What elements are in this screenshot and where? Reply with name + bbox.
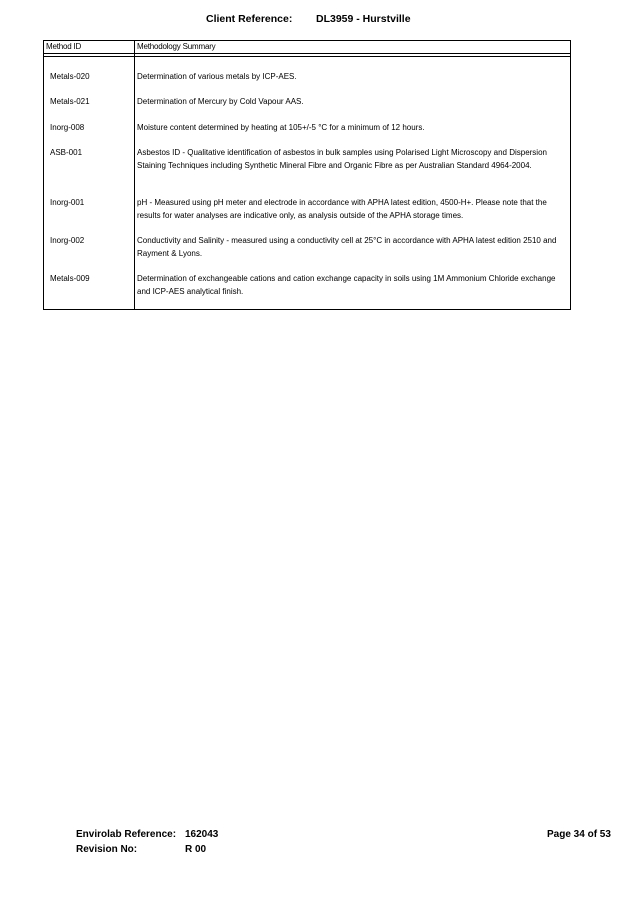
method-id: Inorg-002 (50, 236, 85, 245)
methodology-summary: Determination of various metals by ICP-AES. (137, 72, 297, 81)
column-divider (134, 41, 135, 309)
method-id: Metals-020 (50, 72, 90, 81)
method-id: ASB-001 (50, 148, 83, 157)
methodology-summary: Moisture content determined by heating at 105+/-5 °C for a minimum of 12 hours. (137, 123, 425, 132)
client-reference-value: DL3959 - Hurstville (316, 13, 411, 25)
methodology-summary: Asbestos ID - Qualitative identification of asbestos in bulk samples using Polarised Light Microscopy and Dispersion Staining Techniques including Synthetic Mineral Fibre and Organic Fibre as per Australian Standard 4964-2004. (137, 148, 547, 170)
revision-value: R 00 (185, 844, 207, 855)
envirolab-reference-value: 162043 (185, 829, 219, 840)
client-reference-label: Client Reference: (206, 13, 293, 25)
methodology-summary: Conductivity and Salinity - measured using a conductivity cell at 25°C in accordance with APHA latest edition 2510 and Rayment & Lyons. (137, 236, 557, 258)
column-header-method-id: Method ID (46, 42, 82, 51)
column-header-methodology-summary: Methodology Summary (137, 42, 216, 51)
method-id: Metals-021 (50, 97, 90, 106)
page-number: Page 34 of 53 (547, 829, 611, 840)
method-id: Inorg-008 (50, 123, 85, 132)
methodology-summary: Determination of Mercury by Cold Vapour AAS. (137, 97, 304, 106)
methodology-table (43, 40, 571, 310)
envirolab-reference-label: Envirolab Reference: (76, 829, 177, 840)
method-id: Inorg-001 (50, 198, 85, 207)
header-rule (44, 53, 570, 54)
method-id: Metals-009 (50, 274, 90, 283)
header-rule-double (44, 56, 570, 57)
methodology-summary: Determination of exchangeable cations and cation exchange capacity in soils using 1M Ammonium Chloride exchange and ICP-AES analytical finish. (137, 274, 556, 296)
revision-label: Revision No: (76, 844, 138, 855)
methodology-summary: pH - Measured using pH meter and electrode in accordance with APHA latest edition, 4500-H+. Please note that the results for water analyses are indicative only, as analysis outside of the APHA storage times. (137, 198, 547, 220)
